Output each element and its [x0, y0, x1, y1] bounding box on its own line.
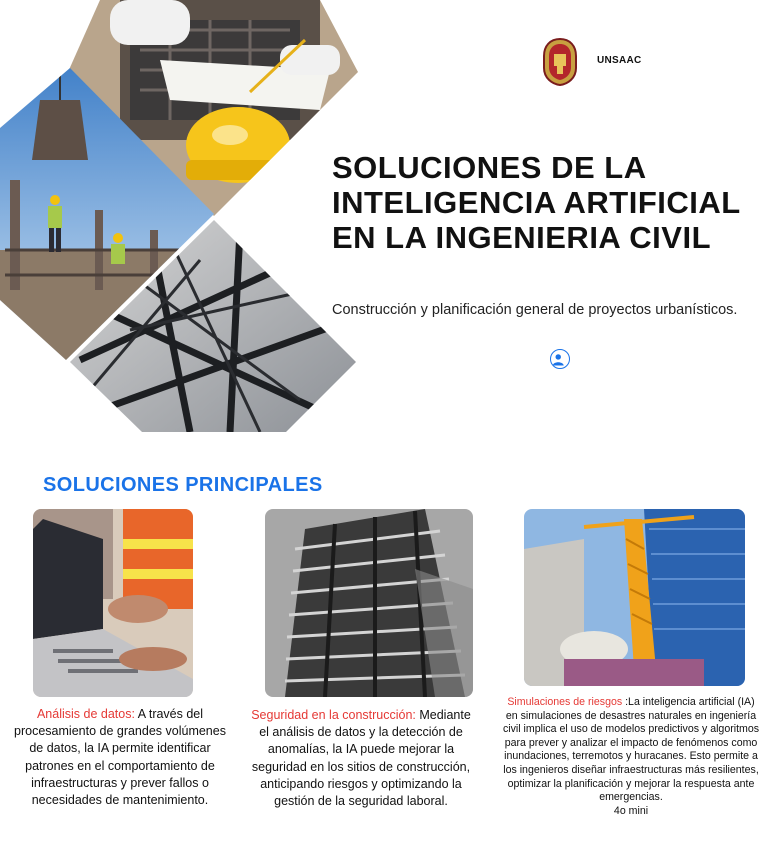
brand-name: UNSAAC — [597, 55, 642, 66]
building-safety-photo — [265, 509, 473, 697]
user-circle-icon — [551, 351, 568, 368]
section-heading: SOLUCIONES PRINCIPALES — [43, 474, 323, 496]
card-data-analysis-body: A través del procesamiento de grandes volúmenes de datos, la IA permite identificar patrones en el comportamiento de infraestructuras y prever fallos o necesidades de mantenimiento. — [14, 707, 226, 808]
data-analysis-photo — [33, 509, 193, 697]
card-data-analysis-text — [14, 706, 226, 809]
page-subtitle: Construcción y planificación general de proyectos urbanísticos. — [332, 302, 738, 318]
university-crest-logo — [542, 38, 578, 86]
risk-simulation-photo — [524, 509, 745, 686]
user-profile-button[interactable] — [550, 349, 570, 369]
card-risk-lead: Simulaciones de riesgos — [507, 696, 626, 708]
hero-photo-collage — [0, 0, 360, 432]
card-risk-body: :La inteligencia artificial (IA) en simulaciones de desastres naturales en ingeniería civil implica el uso de modelos predictivos y algoritmos para prever y analizar el impacto de fenómenos como inundaciones, terremotos y huracanes. Esto permite a los ingenieros diseñar infraestructuras más resilientes, optimizar la planificación y mejorar la respuesta ante emergencias. — [502, 696, 760, 804]
card-safety-text — [250, 707, 472, 810]
card-safety-lead: Seguridad en la construcción: — [251, 708, 416, 722]
card-safety-body: Mediante el análisis de datos y la detección de anomalías, la IA puede mejorar la seguridad en los sitios de construcción, anticipando riesgos y optimizando la gestión de la seguridad laboral. — [251, 708, 471, 809]
page-title: SOLUCIONES DE LA INTELIGENCIA ARTIFICIAL EN LA INGENIERIA CIVIL — [332, 150, 741, 255]
card-risk-text — [500, 696, 762, 818]
card-risk-footnote: 4o mini — [613, 804, 649, 817]
card-data-analysis-lead: Análisis de datos: — [36, 707, 135, 721]
